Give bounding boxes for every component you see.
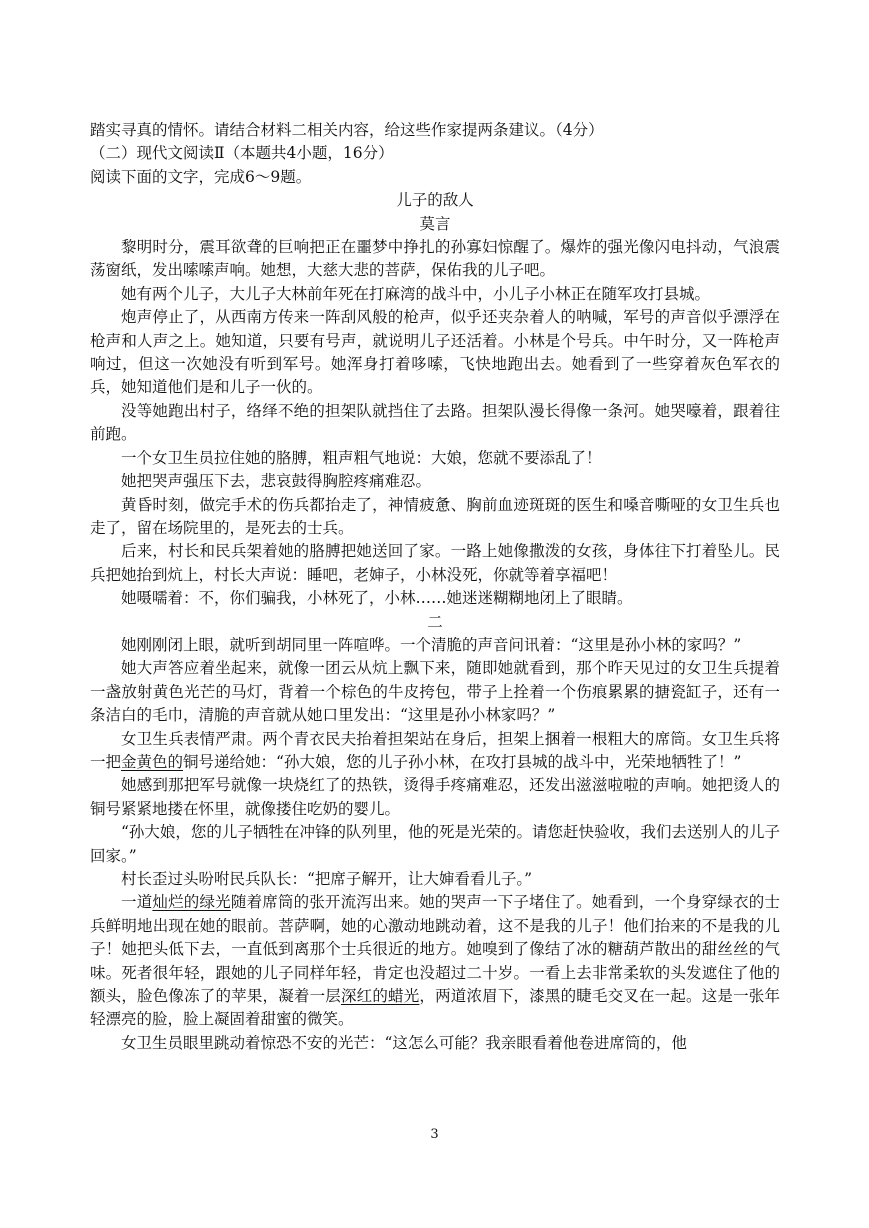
paragraph: “孙大娘，您的儿子牺牲在冲锋的队列里，他的死是光荣的。请您赶快验收，我们去送别人的儿子回家。” [90, 823, 780, 865]
paragraph: 她感到那把军号就像一块烧红了的热铁，烫得手疼痛难忍，还发出滋滋啦啦的声响。她把烫人的铜号紧紧地搂在怀里，就像搂住吃奶的婴儿。 [90, 776, 780, 818]
reading-instruction: 阅读下面的文字，完成6～9题。 [90, 167, 312, 186]
question-text: 踏实寻真的情怀。请结合材料二相关内容，给这些作家提两条建议。（4分） [90, 121, 604, 139]
section-heading: （二）现代文阅读Ⅱ（本题共4小题，16分） [90, 144, 394, 163]
underlined-phrase: 金黄色的 [121, 752, 184, 771]
story-author: 莫言 [419, 214, 451, 233]
paragraph: 她嗫嚅着：不，你们骗我，小林死了，小林……她迷迷糊糊地闭上了眼睛。 [121, 589, 633, 608]
paragraph: 一个女卫生员拉住她的胳膊，粗声粗气地说：大娘，您就不要添乱了！ [121, 448, 602, 467]
story-title: 儿子的敌人 [396, 191, 474, 210]
paragraph: 女卫生员眼里跳动着惊恐不安的光芒：“这怎么可能？我亲眼看着他卷进席筒的，他 [121, 1033, 687, 1052]
paragraph: 没等她跑出村子，络绎不绝的担架队就挡住了去路。担架队漫长得像一条河。她哭嚎着，跟着往前跑。 [90, 401, 780, 444]
text-run: 女卫生兵表情严肃。两个青衣民夫抬着担架站在身后，担架上捆着一根粗大的席筒。女卫生兵将一把 [90, 729, 780, 771]
document-body [90, 119, 780, 1055]
paragraph [90, 891, 780, 1031]
paragraph: 后来，村长和民兵架着她的胳膊把她送回了家。一路上她像撒泼的女孩，身体往下打着坠儿。民兵把她抬到炕上，村长大声说：睡吧，老婶子，小林没死，你就等着享福吧！ [90, 542, 780, 584]
underlined-phrase: 深红的蜡光 [340, 987, 420, 1006]
section-number: 二 [427, 612, 443, 631]
paragraph: 她有两个儿子，大儿子大林前年死在打麻湾的战斗中，小儿子小林正在随军攻打县城。 [121, 284, 711, 303]
paragraph: 她刚刚闭上眼，就听到胡同里一阵喧哗。一个清脆的声音问讯着：“这里是孙小林的家吗？” [121, 635, 742, 654]
paragraph: 她大声答应着坐起来，就像一团云从炕上飘下来，随即她就看到，那个昨天见过的女卫生兵提着一盏放射黄色光芒的马灯，背着一个棕色的牛皮挎包，带子上拴着一个伤痕累累的搪瓷缸子，还有一条洁白的毛巾，清脆的声音就从她口里发出：“这里是孙小林家吗？” [90, 659, 780, 725]
paragraph: 村长歪过头吩咐民兵队长：“把席子解开，让大婶看看儿子。” [121, 870, 533, 888]
text-run: 随着席筒的张开流泻出来。她的哭声一下子堵住了。她看到，一个身穿绿衣的士兵鲜明地出现在她的眼前。菩萨啊，她的心激动地跳动着，这不是我的儿子！他们抬来的不是我的儿子！她把头低下去，一直低到离那个士兵很近的地方。她嗅到了像结了冰的糖葫芦散出的甜丝丝的气味。死者很年轻，跟她的儿子同样年轻，肯定也没超过二十岁。一看上去非常柔软的头发遮住了他的额头，脸色像冻了的苹果，凝着一层 [90, 893, 780, 1006]
paragraph: 黄昏时刻，做完手术的伤兵都抬走了，神情疲惫、胸前血迹斑斑的医生和嗓音嘶哑的女卫生兵也走了，留在场院里的，是死去的士兵。 [90, 495, 780, 537]
text-run: 铜号递给她：“孙大娘，您的儿子孙小林，在攻打县城的战斗中，光荣地牺牲了！” [183, 752, 742, 771]
text-run: 一道 [121, 893, 153, 912]
paragraph: 炮声停止了，从西南方传来一阵刮风般的枪声，似乎还夹杂着人的呐喊，军号的声音似乎漂浮在枪声和人声之上。她知道，只要有号声，就说明儿子还活着。小林是个号兵。中午时分，又一阵枪声响过，但这一次她没有听到军号。她浑身打着哆嗦，飞快地跑出去。她看到了一些穿着灰色军衣的兵，她知道他们是和儿子一伙的。 [90, 308, 780, 397]
text-run: ，两道浓眉下，漆黑的睫毛交叉在一起。这是一张年轻漂亮的脸，脸上凝固着甜蜜的微笑。 [90, 987, 780, 1029]
page-number: 3 [430, 1127, 439, 1142]
underlined-phrase: 灿烂的绿光 [152, 893, 231, 912]
paragraph: 她把哭声强压下去，悲哀鼓得胸腔疼痛难忍。 [121, 472, 432, 491]
paragraph [90, 728, 780, 775]
paragraph: 黎明时分，震耳欲聋的巨响把正在噩梦中挣扎的孙寡妇惊醒了。爆炸的强光像闪电抖动，气浪震荡窗纸，发出嗦嗦声响。她想，大慈大悲的菩萨，保佑我的儿子吧。 [90, 238, 780, 280]
